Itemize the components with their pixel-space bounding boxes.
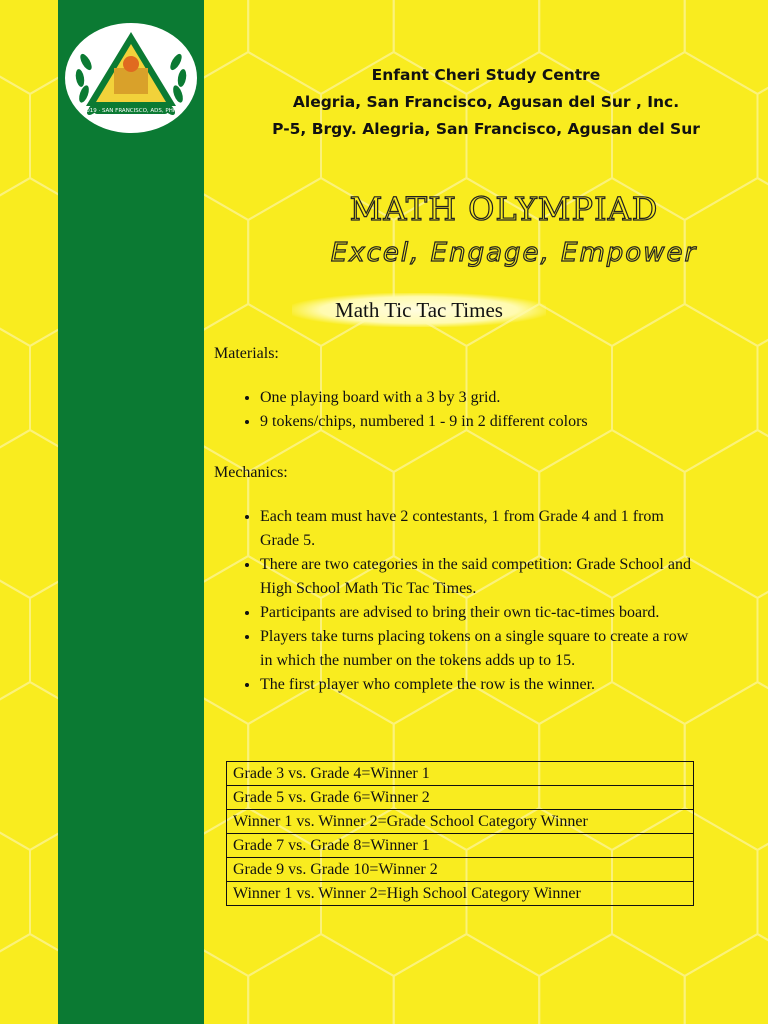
hexagon-outline <box>248 934 394 1024</box>
list-item: • 9 tokens/chips, numbered 1 - 9 in 2 different colors <box>260 410 730 434</box>
mechanics-label: Mechanics: <box>214 464 288 481</box>
table-row <box>227 858 694 882</box>
hexagon-outline <box>0 304 30 472</box>
hexagon-outline <box>758 556 768 724</box>
list-item: • There are two categories in the said competition: Grade School and High School Math Tic Tac Times. <box>260 553 696 601</box>
list-item: • Players take turns placing tokens on a single square to create a row in which the number on the tokens adds up to 15. <box>260 625 696 673</box>
hexagon-outline <box>0 808 30 976</box>
org-address: P-5, Brgy. Alegria, San Francisco, Agusan del Sur <box>272 120 700 138</box>
table-cell: Winner 1 vs. Winner 2=High School Category Winner <box>227 882 694 906</box>
page-title: MATH OLYMPIAD <box>349 190 659 228</box>
materials-label: Materials: <box>214 345 279 362</box>
hexagon-outline <box>0 52 30 220</box>
org-line-2: Alegria, San Francisco, Agusan del Sur , Inc. <box>292 93 680 111</box>
table-cell: Grade 7 vs. Grade 8=Winner 1 <box>227 834 694 858</box>
list-item: • Each team must have 2 contestants, 1 from Grade 4 and 1 from Grade 5. <box>260 505 696 553</box>
green-side-band <box>58 0 204 1024</box>
event-subtitle: Math Tic Tac Times <box>292 293 546 327</box>
hexagon-outline <box>685 682 768 850</box>
school-seal-logo-icon <box>64 22 198 134</box>
table-cell: Grade 5 vs. Grade 6=Winner 2 <box>227 786 694 810</box>
list-item: • The first player who complete the row is the winner. <box>260 673 696 697</box>
table-row <box>227 810 694 834</box>
table-row <box>227 762 694 786</box>
table-row <box>227 834 694 858</box>
hexagon-outline <box>539 934 685 1024</box>
table-row <box>227 786 694 810</box>
svg-text:2019 · SAN FRANCISCO, ADS, PHI: 2019 · SAN FRANCISCO, ADS, PHIL. <box>82 108 180 114</box>
list-item: • Participants are advised to bring their own tic-tac-times board. <box>260 601 696 625</box>
table-cell: Grade 3 vs. Grade 4=Winner 1 <box>227 762 694 786</box>
table-row <box>227 882 694 906</box>
header <box>204 62 768 143</box>
org-name: Enfant Cheri Study Centre <box>371 66 601 84</box>
hexagon-outline <box>685 430 768 598</box>
materials-list <box>232 386 730 434</box>
tagline: Excel, Engage, Empower <box>330 238 698 268</box>
hexagon-outline <box>758 808 768 976</box>
bracket-table <box>226 761 694 906</box>
table-cell: Winner 1 vs. Winner 2=Grade School Category Winner <box>227 810 694 834</box>
hexagon-outline <box>685 934 768 1024</box>
list-item: • One playing board with a 3 by 3 grid. <box>260 386 730 410</box>
hexagon-outline <box>758 304 768 472</box>
hexagon-outline <box>394 934 540 1024</box>
logo-ring-text <box>83 108 180 114</box>
table-cell: Grade 9 vs. Grade 10=Winner 2 <box>227 858 694 882</box>
mechanics-list <box>232 505 696 697</box>
hexagon-outline <box>0 556 30 724</box>
